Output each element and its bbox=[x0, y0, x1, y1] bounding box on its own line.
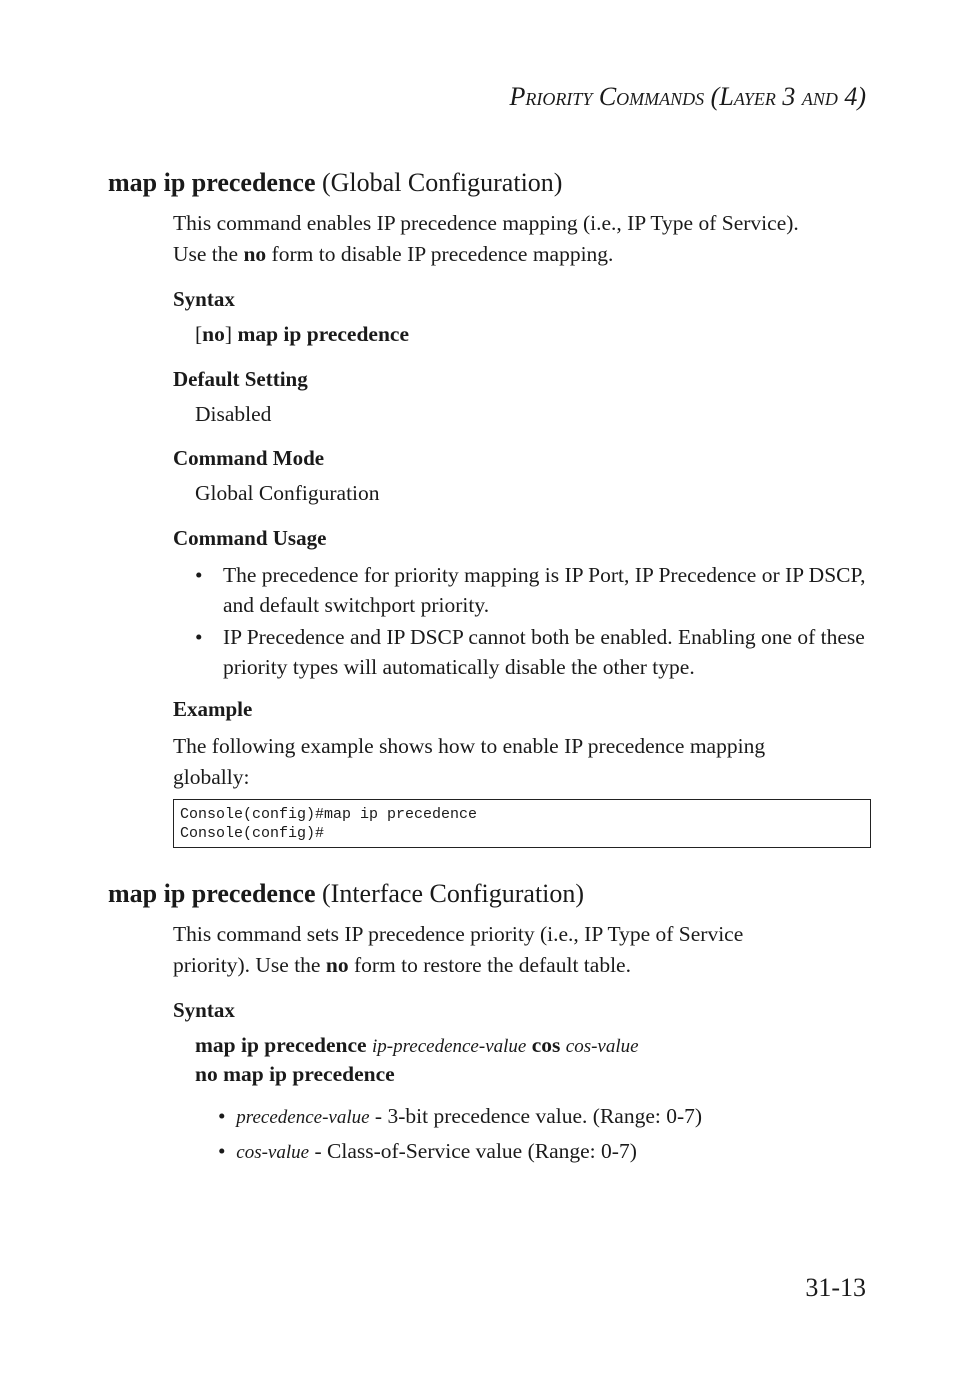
section1-description: This command enables IP precedence mapping (i.e., IP Type of Service). Use the no form to disable IP precedence mapping. bbox=[173, 211, 799, 266]
code-line: Console(config)#map ip precedence bbox=[180, 806, 478, 823]
command-usage-heading: Command Usage bbox=[173, 526, 327, 550]
command-mode-heading: Command Mode bbox=[173, 446, 325, 470]
default-setting-heading: Default Setting bbox=[173, 367, 308, 391]
example-heading: Example bbox=[173, 697, 253, 721]
param-item-precedence: • precedence-value - 3-bit precedence value. (Range: 0-7) bbox=[218, 1104, 703, 1128]
default-setting-value: Disabled bbox=[195, 402, 272, 426]
syntax-heading-2: Syntax bbox=[173, 998, 235, 1022]
command-usage-list bbox=[195, 561, 875, 685]
section-title-global: map ip precedence (Global Configuration) bbox=[108, 168, 563, 197]
section-title-interface: map ip precedence (Interface Configuration) bbox=[108, 879, 585, 908]
code-line: Console(config)# bbox=[180, 825, 325, 842]
example-description: The following example shows how to enable IP precedence mapping globally: bbox=[173, 734, 766, 789]
page-number: 31-13 bbox=[805, 1273, 866, 1302]
syntax-line-map: map ip precedence ip-precedence-value cos cos-value bbox=[195, 1033, 639, 1057]
syntax-line-no-map: no map ip precedence bbox=[195, 1062, 395, 1086]
section2-description: This command sets IP precedence priority (i.e., IP Type of Service priority). Use the no form to restore the default table. bbox=[173, 922, 744, 977]
list-item: • IP Precedence and IP DSCP cannot both be enabled. Enabling one of these priority types will automatically disable the other type. bbox=[195, 625, 865, 679]
running-header: Priority Commands (Layer 3 and 4) bbox=[509, 82, 866, 111]
command-mode-value: Global Configuration bbox=[195, 481, 380, 505]
syntax-line: [no] map ip precedence bbox=[195, 322, 410, 346]
list-item: • The precedence for priority mapping is IP Port, IP Precedence or IP DSCP, and default switchport priority. bbox=[195, 563, 866, 617]
param-item-cos: • cos-value - Class-of-Service value (Range: 0-7) bbox=[218, 1139, 637, 1163]
syntax-heading: Syntax bbox=[173, 287, 235, 311]
code-example bbox=[173, 799, 871, 848]
